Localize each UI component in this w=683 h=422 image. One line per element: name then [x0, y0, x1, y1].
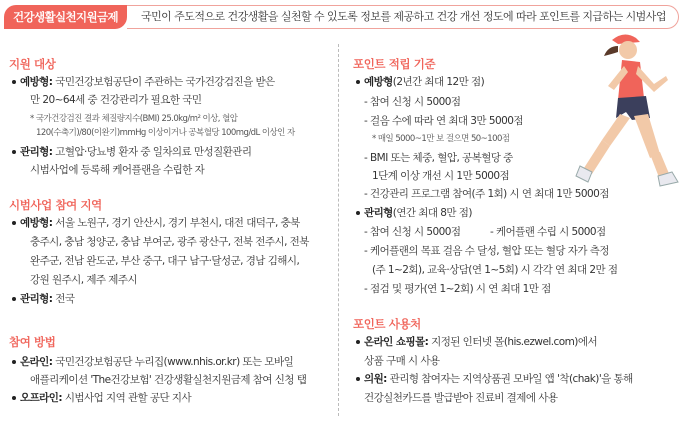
bullet: [12, 297, 16, 301]
region-prevent-line4: 강원 원주시, 제주 제주시: [30, 274, 138, 286]
bullet: [356, 377, 360, 381]
bullet: [356, 80, 360, 84]
points-prevent-item3-line2: 1단계 이상 개선 시 1만 5000점: [372, 170, 510, 182]
points-manage-item2-line1: - 케어플랜의 목표 걸음 수 달성, 혈압 또는 혈당 자가 측정: [364, 245, 609, 257]
section-title-usage: 포인트 사용처: [353, 317, 421, 331]
bullet: [12, 150, 16, 154]
bullet: [12, 221, 16, 225]
method-online-line1: 온라인: 국민건강보험공단 누리집(www.nhis.or.kr) 또는 모바일: [20, 356, 294, 368]
points-prevent-item3-line1: - BMI 또는 체중, 혈압, 공복혈당 중: [364, 152, 513, 164]
section-title-region: 시범사업 참여 지역: [9, 198, 102, 212]
region-prevent-line3: 완주군, 전남 완도군, 부산 중구, 대구 남구·달성군, 경남 김해시,: [30, 255, 300, 267]
points-manage-item3: - 점검 및 평가(연 1~2회) 시 연 최대 1만 점: [364, 283, 551, 295]
bullet: [356, 340, 360, 344]
target-note-line2: 120(수축기)/80(이완기)mmHg 이상이거나 공복혈당 100mg/dL 이상인 자: [36, 128, 295, 138]
target-manage-line1: 관리형: 고혈압·당뇨병 환자 중 일차의료 만성질환관리: [20, 146, 252, 158]
points-manage-item1b: - 케어플랜 수립 시 5000점: [490, 226, 606, 238]
usage-clinic-line1: 의원: 관리형 참여자는 지역상품권 모바일 앱 '착(chak)'을 통해: [364, 373, 633, 385]
runner-illustration: [574, 26, 680, 214]
bullet: [12, 396, 16, 400]
section-title-method: 참여 방법: [9, 335, 56, 349]
region-prevent-line1: 예방형: 서울 노원구, 경기 안산시, 경기 부천시, 대전 대덕구, 충북: [20, 217, 300, 229]
target-prevent-line1: 예방형: 국민건강보험공단이 주관하는 국가건강검진을 받은: [20, 76, 275, 88]
program-badge: 건강생활실천지원금제: [4, 5, 127, 29]
program-intro: 국민이 주도적으로 건강생활을 실천할 수 있도록 정보를 제공하고 건강 개선 정도에 따라 포인트를 지급하는 시범사업: [127, 5, 679, 29]
bullet: [12, 360, 16, 364]
usage-clinic-line2: 건강실천카드를 발급받아 진료비 결제에 사용: [364, 392, 558, 404]
usage-online-line1: 온라인 쇼핑몰: 지정된 인터넷 몰(his.ezwel.com)에서: [364, 336, 598, 348]
points-manage-item1a: - 참여 신청 시 5000점: [364, 226, 461, 238]
column-divider: [338, 44, 339, 416]
usage-online-line2: 상품 구매 시 사용: [364, 355, 440, 367]
method-offline-line: 오프라인: 시범사업 지역 관할 공단 지사: [20, 392, 192, 404]
target-manage-line2: 시범사업에 등록해 케어플랜을 수립한 자: [30, 164, 205, 176]
points-prevent-item2-note: * 매일 5000~1만 보 걸으면 50~100점: [372, 134, 510, 144]
target-prevent-line2: 만 20~64세 중 건강관리가 필요한 국민: [30, 94, 202, 106]
target-note-line1: * 국가건강검진 결과 체질량지수(BMI) 25.0kg/m² 이상, 혈압: [30, 114, 238, 124]
points-prevent-item2: - 걸음 수에 따라 연 최대 3만 5000점: [364, 115, 523, 127]
points-prevent-item1: - 참여 신청 시 5000점: [364, 96, 461, 108]
points-manage-item2-line2: (주 1~2회), 교육·상담(연 1~5회) 시 각각 연 최대 2만 점: [372, 264, 618, 276]
method-online-line2: 애플리케이션 'The건강보험' 건강생활실천지원금제 참여 신청 탭: [30, 374, 307, 386]
points-manage-header: 관리형(연간 최대 8만 점): [364, 207, 472, 219]
section-title-points: 포인트 적립 기준: [353, 57, 436, 71]
section-title-target: 지원 대상: [9, 57, 56, 71]
bullet: [12, 80, 16, 84]
points-prevent-item4: - 건강관리 프로그램 참여(주 1회) 시 연 최대 1만 5000점: [364, 188, 609, 200]
region-manage-line: 관리형: 전국: [20, 293, 75, 305]
points-prevent-header: 예방형(2년간 최대 12만 점): [364, 76, 485, 88]
region-prevent-line2: 충주시, 충남 청양군, 충남 부여군, 광주 광산구, 전북 전주시, 전북: [30, 236, 309, 248]
bullet: [356, 211, 360, 215]
